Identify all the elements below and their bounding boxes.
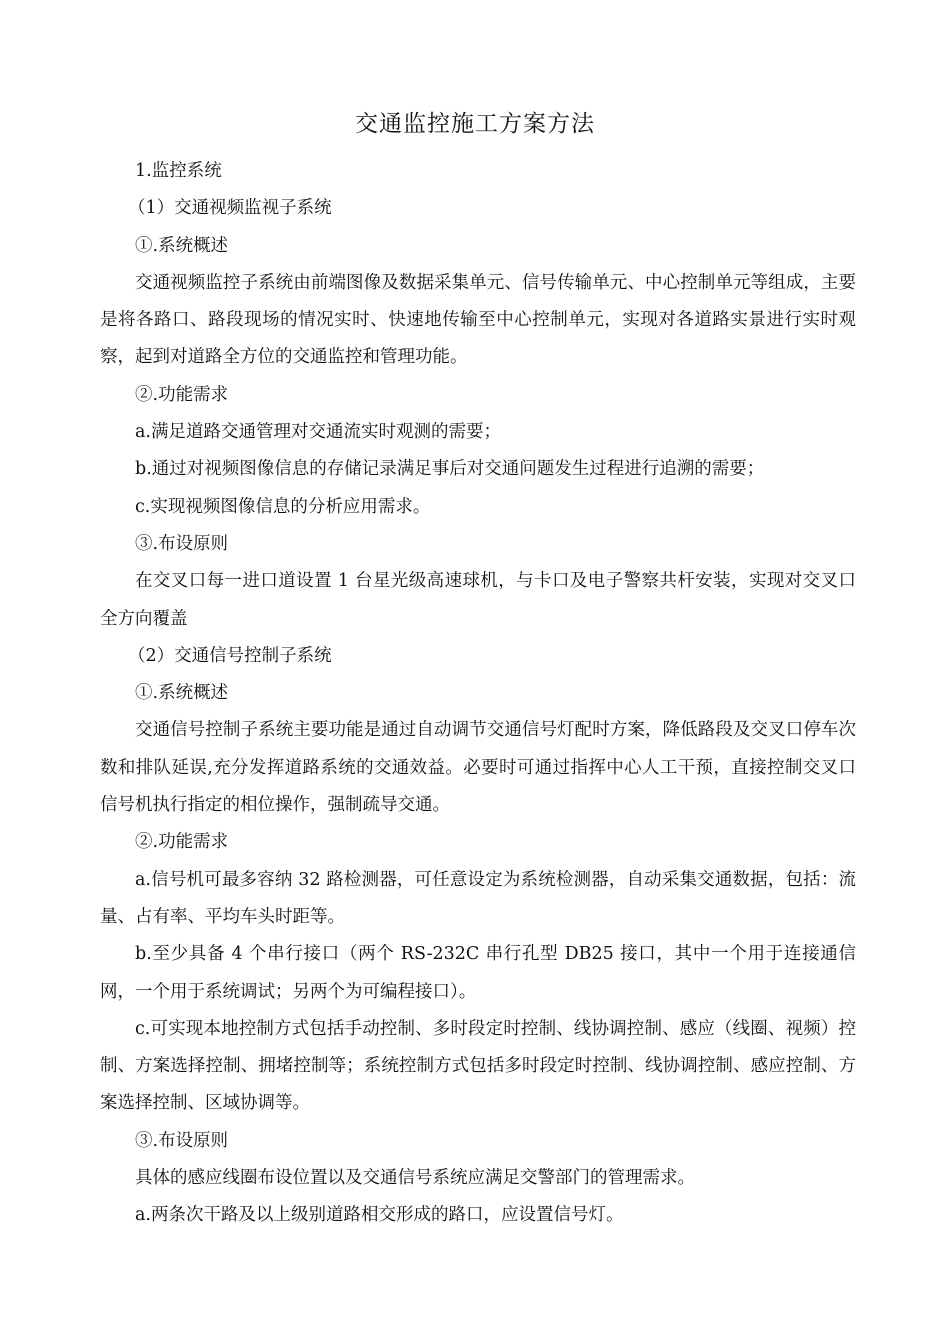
subsection-heading: （2）交通信号控制子系统 [128,645,332,666]
list-item: c.实现视频图像信息的分析应用需求。 [135,496,431,517]
list-item: c.可实现本地控制方式包括手动控制、多时段定时控制、线协调控制、感应（线圈、视频）控制、方案选择控制、拥堵控制等；系统控制方式包括多时段定时控制、线协调控制、感应控制、方案选择控制、区域协调等。 [100,1018,856,1114]
item-heading: ③.布设原则 [135,1130,229,1151]
section-heading: 1.监控系统 [135,161,222,181]
item-heading: ①.系统概述 [135,683,229,704]
item-heading: ①.系统概述 [135,235,229,256]
body-paragraph: 具体的感应线圈布设位置以及交通信号系统应满足交警部门的管理需求。 [135,1168,695,1189]
list-item: a.两条次干路及以上级别道路相交形成的路口，应设置信号灯。 [135,1205,624,1226]
body-paragraph: 交通视频监控子系统由前端图像及数据采集单元、信号传输单元、中心控制单元等组成，主要是将各路口、路段现场的情况实时、快速地传输至中心控制单元，实现对各道路实景进行实时观察，起到对道路全方位的交通监控和管理功能。 [100,272,856,368]
list-item: a.满足道路交通管理对交通流实时观测的需要； [135,422,501,443]
item-heading: ②.功能需求 [135,832,229,853]
list-item: b.通过对视频图像信息的存储记录满足事后对交通问题发生过程进行追溯的需要； [135,459,765,480]
item-heading: ②.功能需求 [135,384,229,405]
list-item: b.至少具备 4 个串行接口（两个 RS-232C 串行孔型 DB25 接口，其中一个用于连接通信网，一个用于系统调试；另两个为可编程接口）。 [100,944,856,1002]
body-paragraph: 在交叉口每一进口道设置 1 台星光级高速球机，与卡口及电子警察共杆安装，实现对交叉口全方向覆盖 [100,571,856,629]
subsection-heading: （1）交通视频监视子系统 [128,198,332,219]
body-paragraph: 交通信号控制子系统主要功能是通过自动调节交通信号灯配时方案，降低路段及交叉口停车次数和排队延误,充分发挥道路系统的交通效益。必要时可通过指挥中心人工干预，直接控制交叉口信号机执行指定的相位操作，强制疏导交通。 [100,720,856,816]
document-body [100,153,856,1235]
list-item: a.信号机可最多容纳 32 路检测器，可任意设定为系统检测器，自动采集交通数据，包括：流量、占有率、平均车头时距等。 [100,869,856,927]
document-title: 交通监控施工方案方法 [355,111,595,137]
item-heading: ③.布设原则 [135,533,229,554]
